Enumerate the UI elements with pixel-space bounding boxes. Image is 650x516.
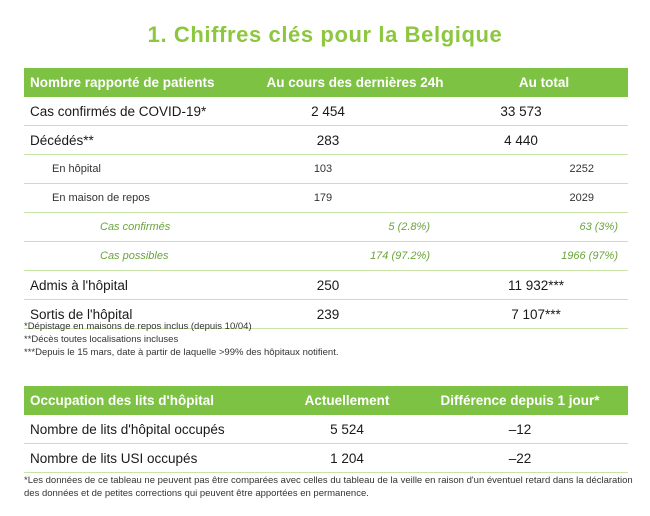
- row-value-diff: –22: [412, 444, 628, 473]
- row-value-24h: 283: [250, 126, 460, 155]
- table-row: [24, 97, 628, 126]
- row-value-24h: 179: [250, 184, 460, 213]
- row-value-24h: 239: [250, 300, 460, 329]
- patients-table: [24, 68, 628, 329]
- footnote: **Décès toutes localisations incluses: [24, 334, 179, 345]
- row-value-diff: –12: [412, 415, 628, 444]
- table-row: [24, 126, 628, 155]
- row-label: Cas confirmés de COVID-19*: [24, 97, 250, 126]
- row-label: Admis à l'hôpital: [24, 271, 250, 300]
- row-value-24h: 103: [250, 155, 460, 184]
- header-total: Au total: [460, 68, 628, 97]
- row-value-24h: 174 (97.2%): [250, 242, 460, 271]
- row-value-current: 5 524: [282, 415, 412, 444]
- row-value-current: 1 204: [282, 444, 412, 473]
- header-difference: Différence depuis 1 jour*: [412, 386, 628, 415]
- row-value-total: 2252: [460, 155, 628, 184]
- row-label: En maison de repos: [24, 184, 250, 213]
- row-label: Sortis de l'hôpital: [24, 300, 250, 329]
- header-patients: Nombre rapporté de patients: [24, 68, 250, 97]
- footnote: *Dépistage en maisons de repos inclus (depuis 10/04): [24, 321, 252, 332]
- footnote: ***Depuis le 15 mars, date à partir de laquelle >99% des hôpitaux notifient.: [24, 347, 339, 358]
- row-label: Nombre de lits d'hôpital occupés: [24, 415, 282, 444]
- beds-footnote: [24, 474, 634, 500]
- row-value-24h: 5 (2.8%): [250, 213, 460, 242]
- row-value-total: 2029: [460, 184, 628, 213]
- table-row: [24, 415, 628, 444]
- row-value-total: 63 (3%): [460, 213, 628, 242]
- row-label: Cas confirmés: [24, 213, 250, 242]
- beds-table: [24, 386, 628, 473]
- header-bed-occupation: Occupation des lits d'hôpital: [24, 386, 282, 415]
- row-value-total: 4 440: [460, 126, 628, 155]
- row-value-total: 7 107***: [460, 300, 628, 329]
- header-currently: Actuellement: [282, 386, 412, 415]
- table-row: [24, 213, 628, 242]
- page-title: 1. Chiffres clés pour la Belgique: [147, 22, 503, 47]
- footnote: *Les données de ce tableau ne peuvent pas être comparées avec celles du tableau de la veille en raison d'un éventuel retard dans la déclaration des données et de petites corrections qui peuvent être apportées en permanence.: [24, 475, 633, 499]
- table-row: [24, 155, 628, 184]
- row-value-total: 33 573: [460, 97, 628, 126]
- table-header-row: [24, 68, 628, 97]
- row-label: Cas possibles: [24, 242, 250, 271]
- row-label: Nombre de lits USI occupés: [24, 444, 282, 473]
- row-label: Décédés**: [24, 126, 250, 155]
- table-row: [24, 184, 628, 213]
- row-value-24h: 250: [250, 271, 460, 300]
- row-value-24h: 2 454: [250, 97, 460, 126]
- table-row: [24, 271, 628, 300]
- row-value-total: 1966 (97%): [460, 242, 628, 271]
- table-row: [24, 242, 628, 271]
- patients-footnotes: [24, 320, 634, 359]
- row-value-total: 11 932***: [460, 271, 628, 300]
- row-label: En hôpital: [24, 155, 250, 184]
- header-last-24h: Au cours des dernières 24h: [250, 68, 460, 97]
- table-header-row: [24, 386, 628, 415]
- table-row: [24, 444, 628, 473]
